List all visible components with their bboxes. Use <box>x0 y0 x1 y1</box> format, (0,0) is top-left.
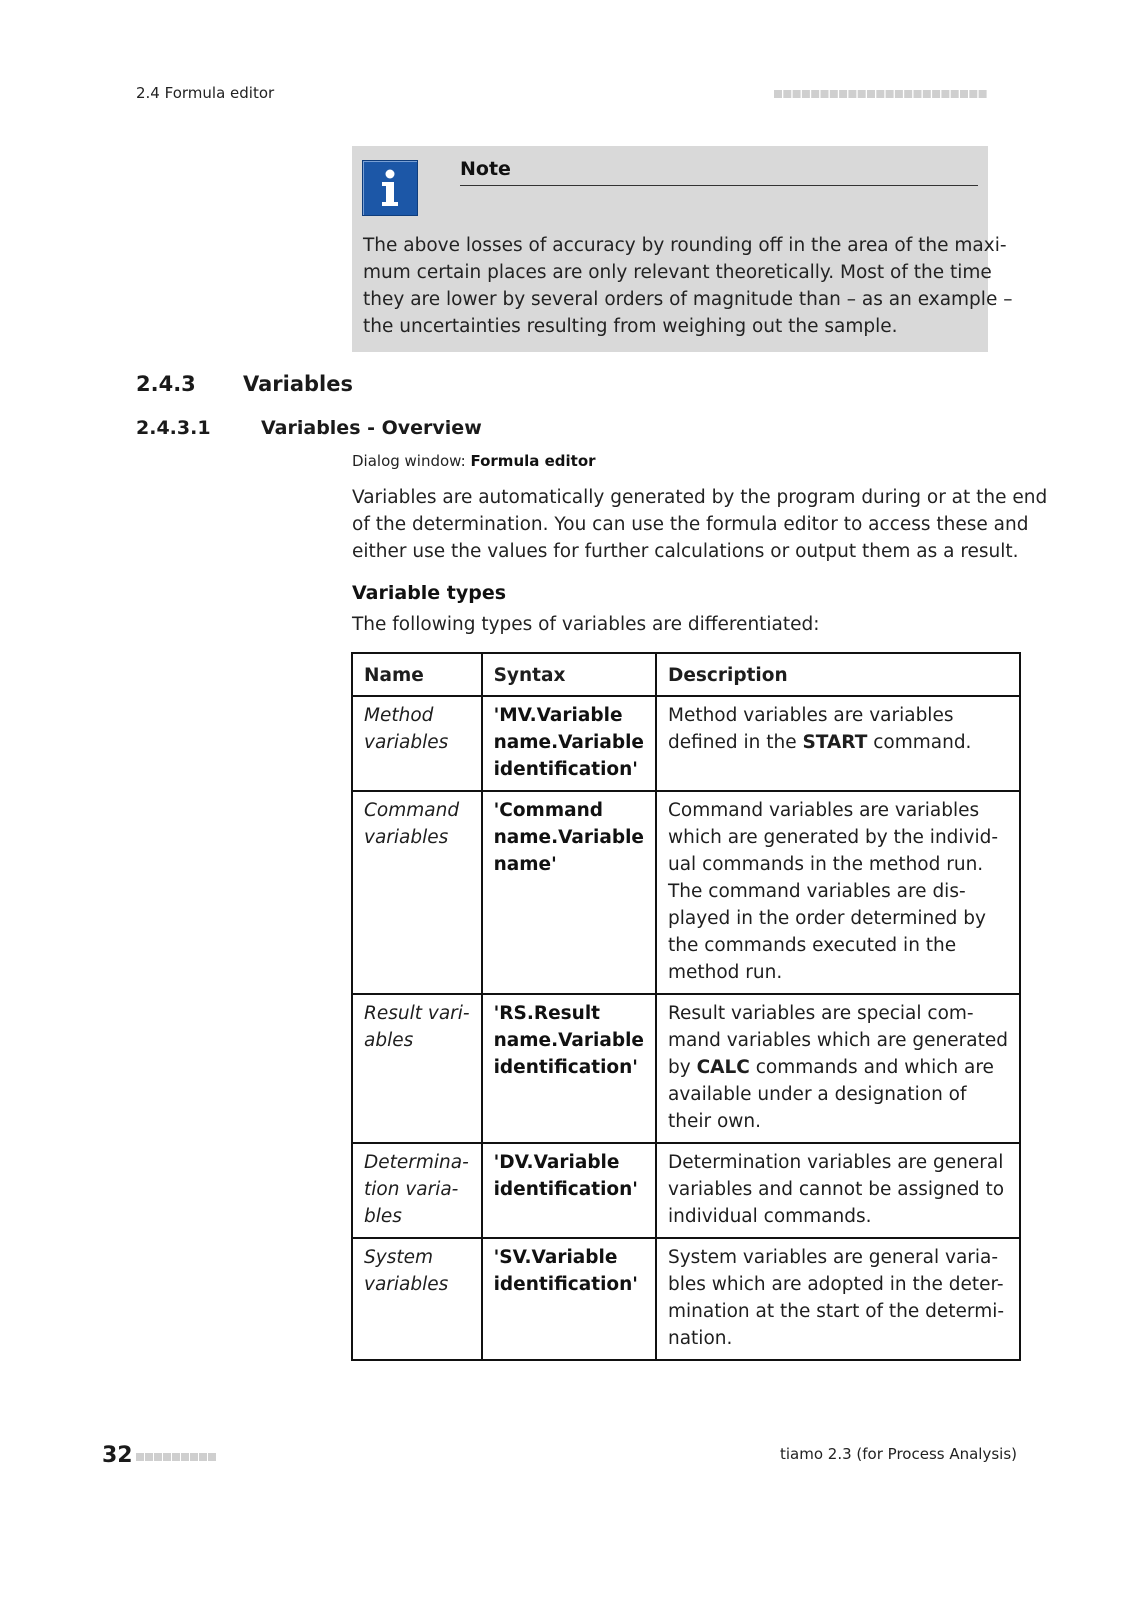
note-line: the uncertainties resulting from weighing out the sample. <box>363 316 898 337</box>
description-line: Method variables are variables <box>667 705 954 726</box>
decor-square <box>886 90 894 98</box>
syntax-line: name.Variable <box>493 1030 644 1051</box>
name-line: Determina- <box>364 1152 469 1173</box>
description-text: command. <box>867 732 972 753</box>
decor-square <box>923 90 931 98</box>
description-line: Command variables are variables <box>667 800 980 821</box>
decor-square <box>190 1453 198 1461</box>
decor-square <box>876 90 884 98</box>
syntax-line: name.Variable <box>493 732 644 753</box>
footer-square-decoration <box>136 1453 217 1462</box>
variable-name-cell <box>352 696 482 791</box>
variable-syntax-cell <box>482 696 656 791</box>
description-line: ual commands in the method run. <box>667 854 984 875</box>
table-row <box>352 791 1020 994</box>
syntax-line: name' <box>493 854 557 875</box>
description-line: played in the order determined by <box>667 908 986 929</box>
decor-square <box>839 90 847 98</box>
note-box <box>352 146 1013 352</box>
description-line: The command variables are dis- <box>667 881 966 902</box>
description-line: mination at the start of the determi- <box>667 1301 1005 1322</box>
variable-types-heading: Variable types <box>352 582 507 604</box>
syntax-line: 'SV.Variable <box>493 1247 618 1268</box>
decor-square <box>969 90 977 98</box>
description-text: commands and which are <box>749 1057 994 1078</box>
variable-description-cell <box>656 994 1020 1143</box>
name-line: Result vari- <box>364 1003 470 1024</box>
decor-square <box>154 1453 162 1461</box>
decor-square <box>802 90 810 98</box>
description-line: individual commands. <box>667 1206 872 1227</box>
paragraph-line: either use the values for further calculations or output them as a result. <box>352 541 1019 562</box>
variable-syntax-cell <box>482 994 656 1143</box>
table-row <box>352 994 1020 1143</box>
description-line: Determination variables are general <box>667 1152 1004 1173</box>
name-line: Command <box>364 800 460 821</box>
description-line: bles which are adopted in the deter- <box>667 1274 1004 1295</box>
variable-name-cell <box>352 1238 482 1360</box>
decor-square <box>145 1453 153 1461</box>
syntax-line: identification' <box>493 1274 638 1295</box>
decor-square <box>811 90 819 98</box>
variable-name-cell <box>352 791 482 994</box>
name-line: bles <box>364 1206 402 1227</box>
description-line: method run. <box>667 962 783 983</box>
description-text: by <box>667 1057 697 1078</box>
decor-square <box>774 90 782 98</box>
decor-square <box>979 90 987 98</box>
paragraph-line: of the determination. You can use the formula editor to access these and <box>352 514 1029 535</box>
decor-square <box>136 1453 144 1461</box>
variable-types-table <box>351 652 1021 1361</box>
decor-square <box>960 90 968 98</box>
note-text <box>363 232 1013 340</box>
decor-square <box>914 90 922 98</box>
decor-square <box>830 90 838 98</box>
decor-square <box>783 90 791 98</box>
syntax-line: identification' <box>493 1179 638 1200</box>
syntax-line: 'Command <box>493 800 603 821</box>
variable-types-intro: The following types of variables are differentiated: <box>352 614 820 635</box>
name-line: variables <box>364 827 449 848</box>
dialog-label: Dialog window: <box>352 452 466 470</box>
running-header-section: 2.4 Formula editor <box>136 84 275 102</box>
description-line: available under a designation of <box>667 1084 967 1105</box>
description-line: nation. <box>667 1328 733 1349</box>
decor-square <box>895 90 903 98</box>
command-keyword: START <box>802 732 868 753</box>
syntax-line: 'DV.Variable <box>493 1152 620 1173</box>
decor-square <box>951 90 959 98</box>
description-line: which are generated by the individ- <box>667 827 999 848</box>
subsection-number: 2.4.3.1 <box>136 417 211 439</box>
header-square-decoration <box>774 90 988 99</box>
description-line: the commands executed in the <box>667 935 957 956</box>
table-row <box>352 1238 1020 1360</box>
name-line: tion varia- <box>364 1179 459 1200</box>
note-line: mum certain places are only relevant theoretically. Most of the time <box>363 262 992 283</box>
table-row <box>352 1143 1020 1238</box>
name-line: System <box>364 1247 433 1268</box>
info-icon <box>362 160 418 216</box>
decor-square <box>941 90 949 98</box>
variable-description-cell <box>656 1143 1020 1238</box>
running-footer-product: tiamo 2.3 (for Process Analysis) <box>780 1445 1017 1463</box>
dialog-value: Formula editor <box>470 452 596 470</box>
syntax-line: name.Variable <box>493 827 644 848</box>
description-line: mand variables which are generated <box>667 1030 1008 1051</box>
dialog-window-line <box>352 452 596 470</box>
syntax-line: 'RS.Result <box>493 1003 601 1024</box>
syntax-line: 'MV.Variable <box>493 705 623 726</box>
description-line: their own. <box>667 1111 762 1132</box>
decor-square <box>208 1453 216 1461</box>
name-line: variables <box>364 1274 449 1295</box>
variable-description-cell <box>656 791 1020 994</box>
variable-name-cell <box>352 1143 482 1238</box>
note-divider <box>460 185 978 186</box>
variable-description-cell <box>656 1238 1020 1360</box>
decor-square <box>181 1453 189 1461</box>
decor-square <box>848 90 856 98</box>
column-header-description: Description <box>656 653 1020 696</box>
section-title: Variables <box>243 372 353 396</box>
description-line: System variables are general varia- <box>667 1247 999 1268</box>
name-line: variables <box>364 732 449 753</box>
description-line: Result variables are special com- <box>667 1003 974 1024</box>
column-header-syntax: Syntax <box>482 653 656 696</box>
variable-description-cell <box>656 696 1020 791</box>
decor-square <box>821 90 829 98</box>
decor-square <box>172 1453 180 1461</box>
intro-paragraph <box>352 484 1048 565</box>
table-row <box>352 696 1020 791</box>
page-number: 32 <box>102 1443 133 1468</box>
command-keyword: CALC <box>696 1057 750 1078</box>
decor-square <box>932 90 940 98</box>
variable-syntax-cell <box>482 1238 656 1360</box>
decor-square <box>867 90 875 98</box>
name-line: Method <box>364 705 434 726</box>
paragraph-line: Variables are automatically generated by the program during or at the end <box>352 487 1048 508</box>
description-text: defined in the <box>667 732 803 753</box>
section-number: 2.4.3 <box>136 372 196 396</box>
description-line <box>668 729 1008 756</box>
syntax-line: identification' <box>493 1057 638 1078</box>
table-header-row <box>352 653 1020 696</box>
decor-square <box>793 90 801 98</box>
description-line <box>668 1054 1008 1081</box>
subsection-title: Variables - Overview <box>261 417 482 439</box>
note-line: The above losses of accuracy by rounding off in the area of the maxi- <box>363 235 1007 256</box>
decor-square <box>199 1453 207 1461</box>
column-header-name: Name <box>352 653 482 696</box>
description-line: variables and cannot be assigned to <box>667 1179 1005 1200</box>
note-line: they are lower by several orders of magnitude than – as an example – <box>363 289 1013 310</box>
decor-square <box>904 90 912 98</box>
decor-square <box>163 1453 171 1461</box>
syntax-line: identification' <box>493 759 638 780</box>
variable-name-cell <box>352 994 482 1143</box>
decor-square <box>858 90 866 98</box>
note-title: Note <box>460 158 511 180</box>
variable-syntax-cell <box>482 1143 656 1238</box>
variable-syntax-cell <box>482 791 656 994</box>
name-line: ables <box>364 1030 414 1051</box>
